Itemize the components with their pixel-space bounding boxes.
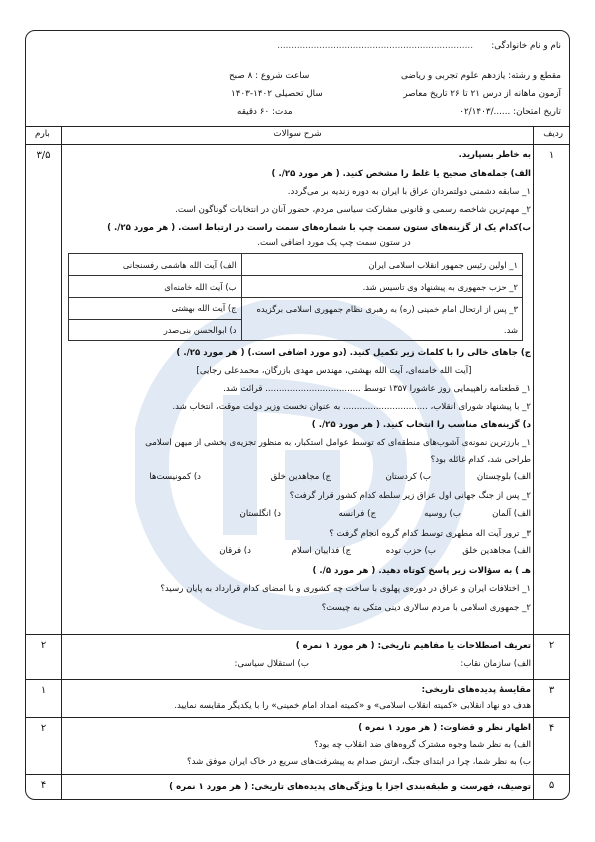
question-score: ۱ xyxy=(40,685,47,696)
school-year: سال تحصیلی ۱۴۰۲-۱۴۰۳ xyxy=(231,89,323,99)
option: ب) روسیه xyxy=(424,509,461,519)
question-row-4 xyxy=(26,717,569,775)
option: الف) آلمان xyxy=(492,509,531,519)
option: د) انگلستان xyxy=(239,509,281,519)
student-name-label: نام و نام خانوادگی: xyxy=(491,41,561,51)
option: ج) فداییان اسلام xyxy=(291,546,351,556)
question-number: ۴ xyxy=(548,723,555,734)
match-left-cell: د) ابوالحسن بنی‌صدر xyxy=(69,319,242,341)
option: ب) کردستان xyxy=(385,472,431,482)
column-questions-label: شرح سوالات xyxy=(273,129,322,139)
exam-date: تاریخ امتحان: ....../۰۲/۱۴۰۳ xyxy=(459,107,561,117)
table-row xyxy=(69,298,523,320)
match-right-cell: شد. xyxy=(241,319,522,341)
table-row xyxy=(69,276,523,298)
match-right-cell: ۲_ حزب جمهوری به پیشنهاد وی تاسیس شد. xyxy=(241,276,522,298)
question-title: توصیف، فهرست و طبقه‌بندی اجزا یا ویژگی‌های پدیده‌های تاریخی: ( هر مورد ۱ نمره ) xyxy=(169,782,531,792)
part-b-note: در ستون سمت چپ یک مورد اضافی است. xyxy=(257,238,411,248)
exam-duration: مدت: ۶۰ دقیقه xyxy=(237,107,293,117)
question-item: ب) به نظر شما، چرا در ابتدای جنگ، ارتش صدام به پیشرفت‌های سریع در خاک ایران موفق شد؟ xyxy=(187,757,531,767)
column-score-label: بارم xyxy=(35,129,50,139)
question-row-2 xyxy=(26,634,569,680)
question-row-1 xyxy=(26,144,569,635)
part-b-title: ب)کدام یک از گزینه‌های ستون سمت چپ با شماره‌های سمت راست در ارتباط است. ( هر مورد ۲۵/. ) xyxy=(107,223,531,233)
match-left-cell: ج) آیت الله بهشتی xyxy=(69,298,242,320)
student-name-field: ...................................................................... xyxy=(277,41,473,51)
part-a-item: ۲_ مهم‌ترین شاخصه رسمی و قانونی مشارکت سیاسی مردم، حضور آنان در انتخابات گوناگون است. xyxy=(175,205,531,215)
part-d-question: ۳_ ترور آیت اله مطهری توسط کدام گروه انجام گرفت ؟ xyxy=(329,529,531,539)
question-title: تعریف اصطلاحات یا مفاهیم تاریخی: ( هر مورد ۱ نمره ) xyxy=(295,641,531,651)
matching-table xyxy=(68,253,523,341)
question-row-3 xyxy=(26,679,569,718)
question-number: ۵ xyxy=(548,780,555,791)
table-row xyxy=(69,319,523,341)
part-c-item: ۲_ با پیشنهاد شورای انقلاب، ............................... به عنوان نخست وزیر دولت موقت، انتخاب شد. xyxy=(172,402,531,412)
part-e-item: ۲_ جمهوری اسلامی با مردم سالاری دینی متکی به چیست؟ xyxy=(321,603,531,613)
table-column-header xyxy=(26,126,569,145)
question-item: الف) سازمان نقاب: xyxy=(460,659,531,669)
part-e-item: ۱_ اختلافات ایران و عراق در دوره‌ی پهلوی با ساخت چه کشوری و با امضای کدام قرارداد به پایان رسید؟ xyxy=(160,584,531,594)
start-time: ساعت شروع : ۸ صبح xyxy=(229,71,310,81)
question-score: ۲ xyxy=(40,640,47,651)
exam-sheet xyxy=(25,30,570,800)
question-number: ۳ xyxy=(548,685,555,696)
question-title: اظهار نظر و قضاوت: ( هر مورد ۱ نمره ) xyxy=(358,723,531,733)
part-a-title: الف) جمله‌های صحیح یا غلط را مشخص کنید. ( هر مورد ۲۵/. ) xyxy=(271,169,531,179)
part-c-item: ۱_ قطعنامه راهپیمایی روز عاشورا ۱۳۵۷ توسط ................................... قرائت شد. xyxy=(223,384,531,394)
option: الف) بلوچستان xyxy=(476,472,531,482)
question-number: ۲ xyxy=(548,640,555,651)
question-score: ۴ xyxy=(40,780,47,791)
part-d-question: طراحی شد، کدام غائله بود؟ xyxy=(430,455,531,465)
match-left-cell: ب) آیت الله خامنه‌ای xyxy=(69,276,242,298)
match-right-cell: ۳_ پس از ارتحال امام خمینی (ره) به رهبری نظام جمهوری اسلامی برگزیده xyxy=(241,298,522,320)
question-item: الف) به نظر شما وجوه مشترک گروه‌های ضد انقلاب چه بود؟ xyxy=(314,740,531,750)
option: الف) مجاهدین خلق xyxy=(462,546,531,556)
option: ج) مجاهدین خلق xyxy=(270,472,331,482)
part-d-question: ۲_ پس از جنگ جهانی اول عراق زیر سلطه کدام کشور قرار گرفت؟ xyxy=(289,491,531,501)
part-d-title: د) گزینه‌های مناسب را انتخاب کنید. ( هر مورد ۲۵/. ) xyxy=(311,420,531,430)
question-text: هدف دو نهاد انقلابی «کمیته انقلاب اسلامی» و «کمیته امداد امام خمینی» را با یکدیگر مقایسه نمایید. xyxy=(174,701,531,711)
exam-header xyxy=(26,31,569,127)
table-row xyxy=(69,254,523,276)
column-row-label: ردیف xyxy=(543,129,563,139)
option: ج) فرانسه xyxy=(338,509,376,519)
option: د) کمونیست‌ها xyxy=(149,472,201,482)
part-a-item: ۱_ سابقه دشمنی دولتمردان عراق با ایران به دوره زندیه بر می‌گردد. xyxy=(287,187,531,197)
question-item: ب) استقلال سیاسی: xyxy=(234,659,309,669)
question-row-5 xyxy=(26,774,569,800)
part-d-options xyxy=(61,546,531,556)
grade-field: مقطع و رشته: یازدهم علوم تجربی و ریاضی xyxy=(401,71,561,81)
option: ب) حزب توده xyxy=(385,546,436,556)
part-e-title: هـ ) به سؤالات زیر پاسخ کوتاه دهید. ( هر مورد ۵/. ) xyxy=(312,566,531,576)
part-c-title: ج) جاهای خالی را با کلمات زیر تکمیل کنید. (دو مورد اضافی است.) ( هر مورد ۲۵/. ) xyxy=(176,348,531,358)
part-d-options xyxy=(61,509,531,519)
question-score: ۳/۵ xyxy=(36,150,51,161)
exam-title: آزمون ماهانه از درس ۲۱ تا ۲۶ تاریخ معاصر xyxy=(403,89,561,99)
question-number: ۱ xyxy=(548,150,555,161)
question-title: به خاطر بسپارید. xyxy=(458,150,531,160)
option: د) فرقان xyxy=(219,546,251,556)
match-right-cell: ۱_ اولین رئیس جمهور انقلاب اسلامی ایران xyxy=(241,254,522,276)
part-d-question: ۱_ بارزترین نمونه‌ی آشوب‌های منطقه‌ای که توسط عوامل استکبار، به منظور تجزیه‌ی بخشی از میهن اسلامی xyxy=(145,438,531,448)
part-c-words: [آیت الله خامنه‌ای، آیت الله بهشتی، مهندس مهدی بازرگان، محمدعلی رجایی] xyxy=(196,366,472,376)
question-title: مقایسهٔ پدیده‌های تاریخی: xyxy=(421,685,531,695)
question-score: ۲ xyxy=(40,723,47,734)
part-d-options xyxy=(61,472,531,482)
match-left-cell: الف) آیت الله هاشمی رفسنجانی xyxy=(69,254,242,276)
